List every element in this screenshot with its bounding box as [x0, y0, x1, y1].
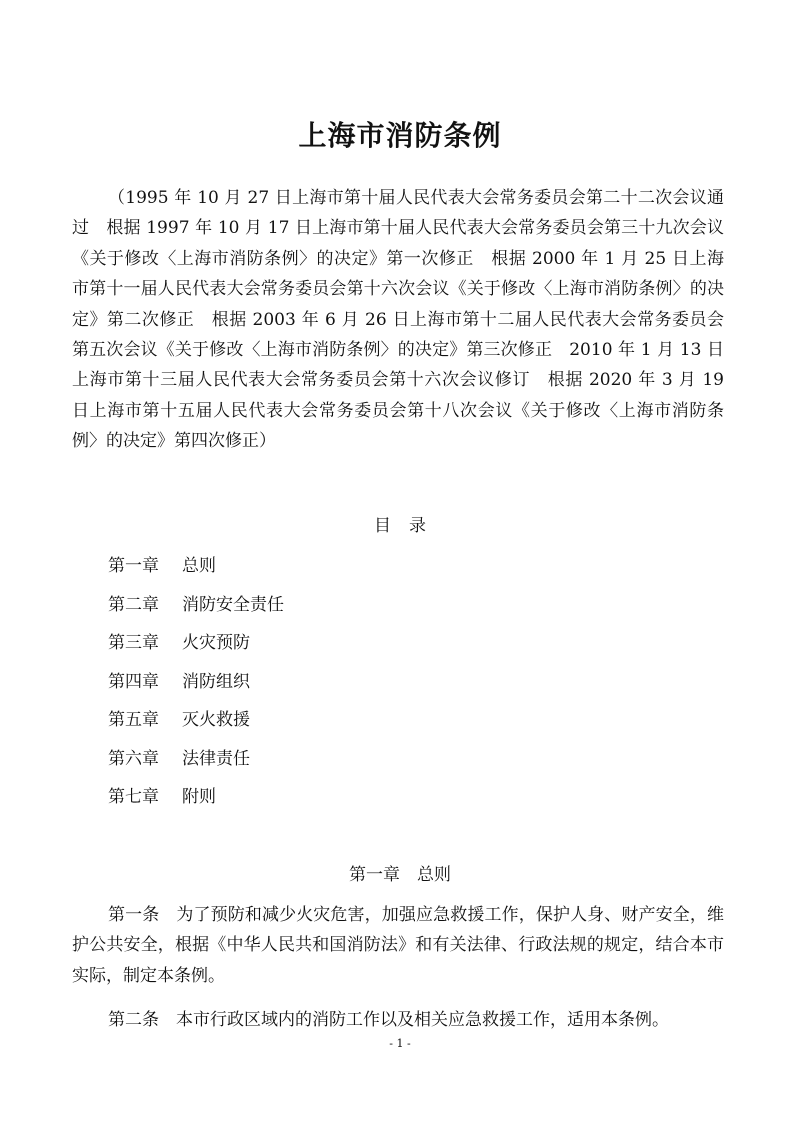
toc-chapter-number: 第一章 [108, 556, 159, 576]
toc-chapter-number: 第五章 [108, 710, 159, 730]
article-text: 本市行政区域内的消防工作以及相关应急救援工作，适用本条例。 [176, 1010, 669, 1030]
chapter-title: 总则 [417, 865, 451, 885]
toc-chapter-title: 附则 [182, 787, 216, 807]
toc-chapter-title: 消防组织 [182, 671, 250, 692]
article-text: 为了预防和减少火灾危害，加强应急救援工作，保护人身、财产安全，维护公共安全，根据《中华人民共和国消防法》和有关法律、行政法规的规定，结合本市实际，制定本条例。 [72, 905, 725, 986]
document-title: 上海市消防条例 [298, 119, 502, 152]
toc-chapter-number: 第二章 [108, 594, 159, 615]
toc-chapter-title: 总则 [182, 556, 216, 576]
article-number: 第一条 [108, 905, 160, 925]
toc-item-chapter-6 [108, 744, 668, 783]
toc-item-chapter-3 [108, 628, 668, 667]
page-number: - 1 - [389, 1037, 411, 1050]
toc-chapter-title: 火灾预防 [182, 633, 250, 653]
history-note: （1995 年 10 月 27 日上海市第十届人民代表大会常务委员会第二十二次会议通过 根据 1997 年 10 月 17 日上海市第十届人民代表大会常务委员会第三十九次会议《关于修改〈上海市消防条例〉的决定》第一次修正 根据 2000 年 1 月 25 日上海市第十一届人民代表大会常务委员会第十六次会议《关于修改〈上海市消防条例〉的决定》第二次修正 根据 2003 年 6 月 26 日上海市第十二届人民代表大会常务委员会第五次会议《关于修改〈上海市消防条例〉的决定》第三次修正 2010 年 1 月 13 日上海市第十三届人民代表大会常务委员会第十六次会议修订 根据 2020 年 3 月 19 日上海市第十五届人民代表大会常务委员会第十八次会议《关于修改〈上海市消防条例〉的决定》第四次修正） [72, 188, 724, 452]
toc-title: 目录 [374, 516, 444, 536]
article-2 [72, 1005, 724, 1035]
toc-chapter-number: 第三章 [108, 633, 159, 653]
toc-chapter-number: 第七章 [108, 787, 159, 807]
toc-chapter-title: 消防安全责任 [182, 594, 284, 615]
toc-item-chapter-1 [108, 551, 668, 590]
toc-chapter-title: 灭火救援 [182, 710, 250, 730]
toc-chapter-number: 第六章 [108, 748, 159, 769]
article-1 [72, 900, 724, 991]
toc-chapter-number: 第四章 [108, 671, 159, 692]
toc-item-chapter-5 [108, 705, 668, 744]
toc-item-chapter-4 [108, 667, 668, 706]
chapter-number: 第一章 [349, 865, 400, 885]
chapter-heading [0, 860, 800, 890]
table-of-contents [108, 551, 668, 821]
toc-item-chapter-2 [108, 590, 668, 629]
toc-chapter-title: 法律责任 [182, 748, 250, 769]
article-number: 第二条 [108, 1010, 159, 1030]
toc-item-chapter-7 [108, 782, 668, 821]
